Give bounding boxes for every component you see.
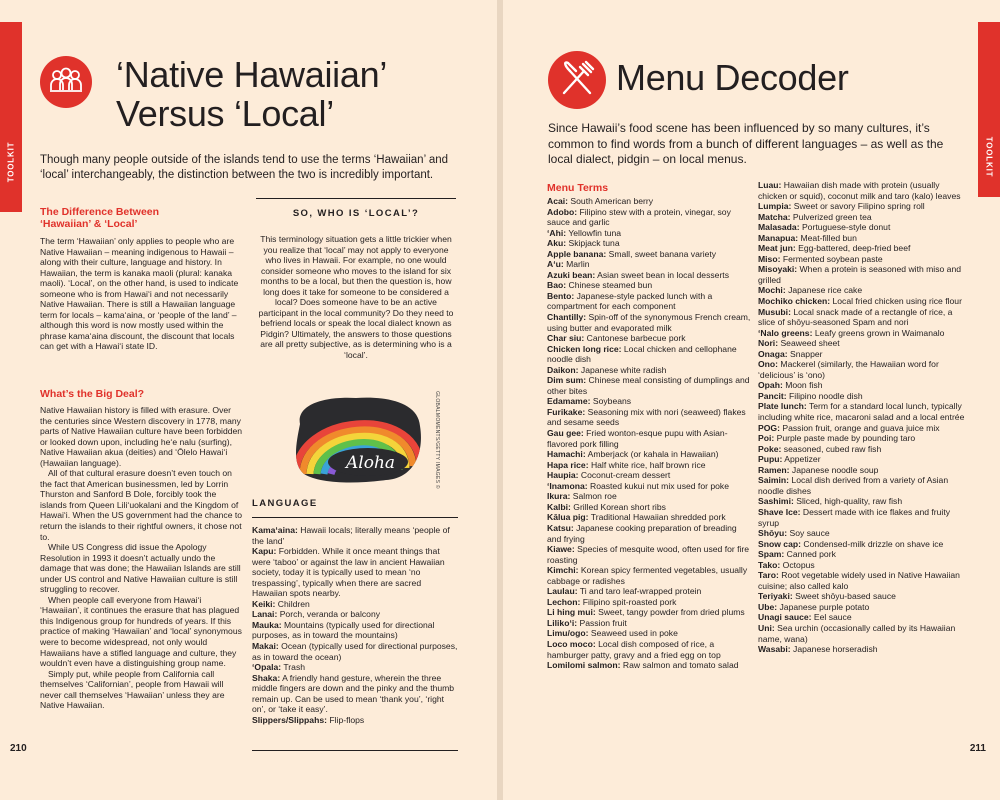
glossary-entry bbox=[547, 365, 752, 376]
glossary-entry bbox=[547, 586, 752, 597]
glossary-entry bbox=[547, 344, 752, 365]
glossary-term: Mochiko chicken: bbox=[758, 296, 831, 307]
big-deal-paragraph: Native Hawaiian history is filled with erasure. Over the centuries since Western discovery in 1778, many parts of Native Hawaiian culture have been forbidden or looked down upon, including he‘e nalu (surfing), Native Hawaiian akua (deities) and ‘Ōlelo Hawai‘i (Hawaiian language). bbox=[40, 405, 243, 468]
glossary-term: Meat jun: bbox=[758, 243, 796, 254]
glossary-entry bbox=[758, 338, 968, 349]
glossary-definition: Small, sweet banana variety bbox=[606, 248, 717, 259]
glossary-entry bbox=[758, 222, 968, 233]
big-deal-paragraph: Simply put, while people from California call themselves ‘Californian’, people from Hawaii will never call themselves ‘Hawaiian’ unless they are Native Hawaiian. bbox=[40, 668, 225, 711]
glossary-entry bbox=[547, 207, 752, 228]
glossary-term: Edamame: bbox=[547, 396, 591, 407]
glossary-definition: Filipino spit-roasted pork bbox=[580, 596, 677, 607]
glossary-definition: Snapper bbox=[787, 348, 823, 359]
glossary-term: Shaka: bbox=[252, 672, 281, 683]
language-divider bbox=[252, 517, 458, 518]
glossary-entry bbox=[547, 470, 752, 481]
glossary-definition: Filipino noodle dish bbox=[786, 390, 863, 401]
glossary-definition: Yellowfin tuna bbox=[566, 227, 622, 238]
glossary-entry bbox=[758, 212, 968, 223]
glossary-entry bbox=[252, 662, 458, 673]
glossary-term: Kiawe: bbox=[547, 544, 575, 555]
glossary-definition: Sweet or savory Filipino spring roll bbox=[791, 201, 925, 212]
glossary-term: Misoyaki: bbox=[758, 264, 798, 275]
glossary-definition: Eel sauce bbox=[811, 612, 852, 623]
glossary-definition: Mountains (typically used for directional purposes, as in toward the mountains) bbox=[252, 619, 435, 641]
menu-column-2 bbox=[758, 180, 968, 655]
page-number-left: 210 bbox=[10, 743, 27, 754]
glossary-definition: Local chicken and cellophane noodle dish bbox=[547, 343, 737, 365]
glossary-entry bbox=[758, 380, 968, 391]
glossary-term: Pupu: bbox=[758, 454, 783, 465]
glossary-definition: Meat-filled bun bbox=[798, 232, 857, 243]
glossary-entry bbox=[547, 618, 752, 629]
glossary-entry bbox=[252, 525, 458, 546]
glossary-definition: Hawaii locals; literally means ‘people of the land’ bbox=[252, 525, 450, 546]
glossary-term: Slippers/Slippahs: bbox=[252, 714, 327, 725]
glossary-term: Kapu: bbox=[252, 546, 277, 557]
glossary-entry bbox=[547, 270, 752, 281]
glossary-term: Wasabi: bbox=[758, 644, 791, 655]
glossary-term: Matcha: bbox=[758, 211, 791, 222]
glossary-term: Liliko‘i: bbox=[547, 617, 578, 628]
glossary-entry bbox=[547, 565, 752, 586]
glossary-term: Ikura: bbox=[547, 491, 571, 502]
glossary-term: Plate lunch: bbox=[758, 401, 807, 412]
glossary-definition: Sweet, tangy powder from dried plums bbox=[595, 607, 745, 618]
glossary-definition: Japanese-style packed lunch with a compartment for each component bbox=[547, 290, 713, 312]
toolkit-tab-right bbox=[978, 22, 1000, 197]
glossary-entry bbox=[547, 607, 752, 618]
aloha-rock-photo bbox=[286, 394, 430, 486]
glossary-entry bbox=[547, 428, 752, 449]
glossary-entry bbox=[547, 639, 752, 660]
glossary-entry bbox=[758, 475, 968, 496]
glossary-entry bbox=[547, 375, 752, 396]
glossary-definition: Japanese horseradish bbox=[790, 644, 878, 655]
glossary-entry bbox=[547, 512, 752, 523]
glossary-term: Bao: bbox=[547, 280, 567, 291]
glossary-term: Poi: bbox=[758, 433, 775, 444]
glossary-entry bbox=[758, 328, 968, 339]
glossary-definition: Roasted kukui nut mix used for poke bbox=[587, 480, 729, 491]
glossary-term: Daikon: bbox=[547, 364, 579, 375]
glossary-entry bbox=[758, 401, 968, 422]
who-is-local-sidebar bbox=[256, 198, 456, 378]
glossary-entry bbox=[758, 264, 968, 285]
glossary-entry bbox=[547, 249, 752, 260]
big-deal-paragraph: All of that cultural erasure doesn’t even touch on the fact that American businessmen, led by Lorrin Thurston and Sanford B Dole, forcibly took the islands from Queen Lili‘uokalani and the Kingdom of Hawai‘i. When the US government had the chance to return the islands to their rightful owners, it chose not to. bbox=[40, 468, 243, 542]
glossary-entry bbox=[758, 254, 968, 265]
glossary-entry bbox=[547, 449, 752, 460]
glossary-term: Makai: bbox=[252, 641, 279, 652]
glossary-entry bbox=[758, 243, 968, 254]
glossary-definition: Local dish derived from a variety of Asian noodle dishes bbox=[758, 475, 949, 496]
glossary-definition: Seaweed sheet bbox=[778, 338, 840, 349]
glossary-entry bbox=[547, 628, 752, 639]
glossary-definition: Raw salmon and tomato salad bbox=[620, 660, 739, 671]
glossary-entry bbox=[547, 228, 752, 239]
glossary-term: Hapa rice: bbox=[547, 459, 589, 470]
glossary-definition: Seasoning mix with nori (seaweed) flakes and sesame seeds bbox=[547, 406, 746, 428]
glossary-definition: Appetizer bbox=[782, 454, 821, 465]
glossary-term: ‘Ahi: bbox=[547, 227, 567, 238]
glossary-definition: Chinese steamed bun bbox=[566, 280, 653, 291]
glossary-term: Malasada: bbox=[758, 222, 800, 233]
glossary-term: Hamachi: bbox=[547, 449, 586, 460]
glossary-term: Lumpia: bbox=[758, 201, 792, 212]
glossary-term: Haupia: bbox=[547, 470, 579, 481]
glossary-entry bbox=[758, 465, 968, 476]
glossary-definition: Skipjack tuna bbox=[566, 238, 620, 249]
glossary-entry bbox=[758, 180, 968, 201]
page-number-right: 211 bbox=[969, 743, 986, 754]
glossary-term: Furikake: bbox=[547, 406, 586, 417]
glossary-definition: Japanese cooking preparation of breading and frying bbox=[547, 522, 737, 544]
glossary-term: Mauka: bbox=[252, 619, 282, 630]
glossary-term: Spam: bbox=[758, 549, 785, 560]
glossary-entry bbox=[547, 660, 752, 671]
glossary-term: Manapua: bbox=[758, 232, 799, 243]
glossary-term: Ube: bbox=[758, 601, 778, 612]
glossary-entry bbox=[758, 549, 968, 560]
glossary-definition: Mackerel (similarly, the Hawaiian word for ‘delicious’ is ‘ono) bbox=[758, 359, 939, 380]
glossary-entry bbox=[758, 349, 968, 360]
glossary-term: POG: bbox=[758, 422, 780, 433]
glossary-entry bbox=[252, 715, 458, 726]
glossary-definition: Chinese meal consisting of dumplings and other bites bbox=[547, 375, 750, 396]
glossary-definition: Porch, veranda or balcony bbox=[277, 609, 381, 620]
glossary-entry bbox=[758, 233, 968, 244]
glossary-term: Lomilomi salmon: bbox=[547, 660, 621, 671]
glossary-entry bbox=[547, 312, 752, 333]
glossary-entry bbox=[547, 238, 752, 249]
page-title-right: Menu Decoder bbox=[616, 57, 849, 98]
glossary-definition: Root vegetable widely used in Native Hawaiian cuisine; also called kalo bbox=[758, 570, 960, 591]
glossary-entry bbox=[758, 602, 968, 613]
glossary-definition: Soy sauce bbox=[787, 528, 830, 539]
glossary-entry bbox=[547, 333, 752, 344]
glossary-definition: Fermented soybean paste bbox=[780, 253, 883, 264]
glossary-term: Pancit: bbox=[758, 390, 787, 401]
glossary-term: ‘Opala: bbox=[252, 662, 282, 673]
glossary-definition: Japanese white radish bbox=[578, 364, 667, 375]
glossary-definition: seasoned, cubed raw fish bbox=[781, 443, 882, 454]
glossary-definition: Flip-flops bbox=[326, 714, 365, 725]
photo-credit: GLOBALMOMENTS/GETTY IMAGES © bbox=[434, 391, 440, 489]
glossary-term: ‘Inamona: bbox=[547, 480, 588, 491]
glossary-entry bbox=[758, 623, 968, 644]
glossary-definition: Sea urchin (occasionally called by its Hawaiian name, wana) bbox=[758, 622, 956, 644]
glossary-definition: Hawaiian dish made with protein (usually chicken or squid), coconut milk and taro (kalo) leaves bbox=[758, 180, 961, 201]
toolkit-tab-label: TOOLKIT bbox=[6, 141, 16, 183]
big-deal-paragraph: While US Congress did issue the Apology Resolution in 1993 it doesn’t actually undo the damage that was done; the Hawaiian Islands are still under US control and Native Hawaiian culture is still struggling to recover. bbox=[40, 542, 241, 595]
glossary-term: Bento: bbox=[547, 290, 575, 301]
language-list bbox=[252, 525, 458, 725]
sidebar-title: SO, WHO IS ‘LOCAL’? bbox=[292, 208, 420, 219]
difference-body: The term ‘Hawaiian’ only applies to people who are Native Hawaiian – meaning indigenous to Hawaii – along with their culture, language and history. In Hawaiian, the term is kanaka maoli (plural: kanaka maoli). ‘Local’, on the other hand, is used to indicate someone who is from Hawai‘i and not necessarily Native Hawaiian. There is still a Hawaiian language term for locals – kama‘aina, or ‘people of the land’ – although this word is now mostly used within the phrase kama‘aina discount, the discount that locals can get with a Hawai‘i state ID. bbox=[40, 236, 239, 352]
glossary-term: Uni: bbox=[758, 622, 775, 633]
glossary-term: Teriyaki: bbox=[758, 591, 793, 602]
glossary-entry bbox=[758, 496, 968, 507]
glossary-entry bbox=[252, 641, 458, 662]
glossary-term: Shōyu: bbox=[758, 528, 788, 539]
glossary-entry bbox=[758, 201, 968, 212]
glossary-definition: Portuguese-style donut bbox=[799, 222, 891, 233]
glossary-definition: Passion fruit, orange and guava juice mix bbox=[779, 422, 940, 433]
glossary-term: Aku: bbox=[547, 238, 567, 249]
glossary-term: Loco moco: bbox=[547, 638, 596, 649]
glossary-term: Ramen: bbox=[758, 464, 790, 475]
language-title: LANGUAGE bbox=[252, 498, 318, 509]
glossary-term: Li hing mui: bbox=[547, 607, 596, 618]
glossary-definition: Local dish composed of rice, a hamburger patty, gravy and a fried egg on top bbox=[547, 638, 721, 660]
glossary-entry bbox=[758, 359, 968, 380]
big-deal-body bbox=[40, 405, 245, 711]
glossary-entry bbox=[758, 296, 968, 307]
glossary-definition: Leafy greens grown in Waimanalo bbox=[812, 327, 945, 338]
glossary-entry bbox=[758, 454, 968, 465]
glossary-definition: Half white rice, half brown rice bbox=[588, 459, 706, 470]
glossary-term: Chicken long rice: bbox=[547, 343, 622, 354]
menu-column-1 bbox=[547, 196, 752, 671]
glossary-definition: Filipino stew with a protein, vinegar, soy sauce and garlic bbox=[547, 206, 731, 228]
glossary-entry bbox=[758, 644, 968, 655]
glossary-definition: Species of mesquite wood, often used for fire roasting bbox=[547, 544, 750, 565]
page-title-left: ‘Native Hawaiian’ Versus ‘Local’ bbox=[116, 54, 386, 134]
glossary-definition: Fried wonton-esque pupu with Asian-flavored pork filling bbox=[547, 428, 728, 449]
glossary-definition: Japanese rice cake bbox=[785, 285, 863, 296]
glossary-term: Miso: bbox=[758, 253, 781, 264]
glossary-term: Unagi sauce: bbox=[758, 612, 812, 623]
rock-lettering: Aloha bbox=[346, 453, 396, 473]
glossary-entry bbox=[758, 423, 968, 434]
glossary-entry bbox=[252, 546, 458, 599]
glossary-term: Opah: bbox=[758, 380, 783, 391]
glossary-entry bbox=[758, 528, 968, 539]
glossary-entry bbox=[252, 599, 458, 610]
glossary-term: Taro: bbox=[758, 570, 779, 581]
glossary-definition: When a protein is seasoned with miso and grilled bbox=[758, 264, 962, 285]
glossary-term: Gau gee: bbox=[547, 428, 584, 439]
glossary-entry bbox=[547, 502, 752, 513]
glossary-term: Adobo: bbox=[547, 206, 578, 217]
glossary-definition: Sweet shōyu-based sauce bbox=[792, 591, 896, 602]
glossary-term: Katsu: bbox=[547, 522, 574, 533]
glossary-entry bbox=[758, 307, 968, 328]
glossary-term: Chantilly: bbox=[547, 312, 587, 323]
language-bottom-rule bbox=[252, 750, 458, 751]
left-intro: Though many people outside of the islands tend to use the terms ‘Hawaiian’ and ‘local’ interchangeably, the distinction between the two is incredibly important. bbox=[40, 154, 449, 181]
glossary-entry bbox=[547, 481, 752, 492]
glossary-definition: Seaweed used in poke bbox=[588, 628, 678, 639]
glossary-entry bbox=[547, 291, 752, 312]
glossary-term: Tako: bbox=[758, 559, 781, 570]
glossary-term: Char siu: bbox=[547, 333, 585, 344]
glossary-entry bbox=[547, 407, 752, 428]
glossary-definition: Purple paste made by pounding taro bbox=[774, 433, 916, 444]
glossary-term: Lanai: bbox=[252, 609, 278, 620]
glossary-definition: Local fried chicken using rice flour bbox=[830, 296, 962, 307]
glossary-entry bbox=[252, 673, 458, 715]
glossary-entry bbox=[547, 491, 752, 502]
glossary-term: Mochi: bbox=[758, 285, 786, 296]
glossary-term: Keiki: bbox=[252, 598, 276, 609]
glossary-definition: Pulverized green tea bbox=[790, 211, 872, 222]
menu-terms-heading: Menu Terms bbox=[547, 182, 609, 194]
glossary-term: A‘u: bbox=[547, 259, 564, 270]
glossary-term: Luau: bbox=[758, 180, 782, 190]
glossary-definition: Cantonese barbecue pork bbox=[584, 333, 686, 344]
glossary-definition: Soybeans bbox=[590, 396, 632, 407]
glossary-term: Sashimi: bbox=[758, 496, 794, 507]
glossary-entry bbox=[547, 523, 752, 544]
glossary-term: Kalbi: bbox=[547, 501, 571, 512]
glossary-entry bbox=[758, 570, 968, 591]
glossary-entry bbox=[547, 196, 752, 207]
left-page bbox=[0, 0, 497, 800]
glossary-definition: Japanese noodle soup bbox=[789, 464, 879, 475]
glossary-definition: Grilled Korean short ribs bbox=[570, 501, 666, 512]
fork-knife-icon bbox=[548, 51, 606, 109]
glossary-term: ‘Nalo greens: bbox=[758, 327, 813, 338]
glossary-term: Dim sum: bbox=[547, 375, 587, 386]
glossary-entry bbox=[758, 444, 968, 455]
glossary-definition: Ti and taro leaf-wrapped protein bbox=[577, 586, 702, 597]
glossary-definition: Moon fish bbox=[782, 380, 823, 391]
glossary-term: Laulau: bbox=[547, 586, 578, 597]
glossary-entry bbox=[547, 259, 752, 270]
glossary-definition: Canned pork bbox=[784, 549, 836, 560]
glossary-entry bbox=[547, 544, 752, 565]
glossary-definition: Spin-off of the synonymous French cream, using butter and evaporated milk bbox=[547, 312, 751, 333]
toolkit-tab-left bbox=[0, 22, 22, 212]
glossary-term: Nori: bbox=[758, 338, 779, 349]
glossary-entry bbox=[547, 460, 752, 471]
glossary-term: Ono: bbox=[758, 359, 779, 370]
glossary-entry bbox=[758, 612, 968, 623]
glossary-definition: Japanese purple potato bbox=[777, 601, 870, 612]
glossary-term: Saimin: bbox=[758, 475, 790, 486]
big-deal-paragraph: When people call everyone from Hawai‘i ‘Hawaiian’, it continues the erasure that has plagued this Indigenous group for hundreds of years. If this practice of making ‘Hawaiian’ and ‘local’ synonymous were to become widespread, not only would Hawaiians have a stifled language and culture, they wouldn’t even have a distinguishing group name. bbox=[40, 594, 242, 669]
glossary-term: Kimchi: bbox=[547, 565, 579, 576]
glossary-term: Snow cap: bbox=[758, 538, 801, 549]
glossary-term: Azuki bean: bbox=[547, 269, 596, 280]
sidebar-body: This terminology situation gets a little trickier when you realize that ‘local’ may not apply to everyone who lives in Hawaii. For example, no one would consider someone who moves to the island for six months to be a local, but then the question is, how long does it take for someone to be considered a local? Does someone have to be an active participant in the local community? Do they need to befriend locals or speak the local dialect known as Pidgin? Ultimately, the answers to those questions are all pretty subjective, as is determining who is a ‘local’. bbox=[258, 234, 454, 361]
glossary-term: Musubi: bbox=[758, 306, 791, 317]
glossary-definition: Octopus bbox=[780, 559, 815, 570]
glossary-definition: Sliced, high-quality, raw fish bbox=[793, 496, 903, 507]
glossary-entry bbox=[758, 391, 968, 402]
glossary-term: Onaga: bbox=[758, 348, 788, 359]
difference-heading: The Difference Between ‘Hawaiian’ & ‘Local’ bbox=[40, 206, 160, 230]
glossary-entry bbox=[547, 280, 752, 291]
glossary-definition: Trash bbox=[281, 662, 306, 673]
right-page bbox=[503, 0, 1000, 800]
glossary-definition: Egg-battered, deep-fried beef bbox=[795, 243, 911, 254]
glossary-entry bbox=[758, 285, 968, 296]
glossary-definition: A friendly hand gesture, wherein the three middle fingers are down and the pinky and the thumb remain up. Can be used to mean ‘thank you’, ‘right on’, or ‘take it easy’. bbox=[252, 672, 455, 715]
glossary-term: Shave Ice: bbox=[758, 506, 801, 517]
glossary-definition: Korean spicy fermented vegetables, usually cabbage or radishes bbox=[547, 565, 748, 586]
big-deal-heading: What’s the Big Deal? bbox=[40, 388, 145, 400]
glossary-entry bbox=[758, 591, 968, 602]
glossary-entry bbox=[547, 597, 752, 608]
toolkit-tab-label: TOOLKIT bbox=[984, 136, 994, 178]
glossary-term: Apple banana: bbox=[547, 248, 607, 259]
glossary-definition: Traditional Hawaiian shredded pork bbox=[588, 512, 726, 523]
glossary-definition: Marlin bbox=[563, 259, 590, 270]
glossary-definition: Term for a standard local lunch, typically including white rice, macaroni salad and a local entrée bbox=[758, 401, 965, 423]
people-group-icon bbox=[40, 56, 92, 108]
glossary-definition: Forbidden. While it once meant things that were ‘taboo’ or against the law in ancient Hawaiian society, today it is typically used to mean ‘no trespassing’, typically when there are sacred Hawaiian spots nearby. bbox=[252, 546, 445, 599]
glossary-term: Kama‘aina: bbox=[252, 525, 298, 535]
glossary-definition: Children bbox=[275, 598, 310, 609]
glossary-term: Limu/ogo: bbox=[547, 628, 589, 639]
glossary-entry bbox=[547, 396, 752, 407]
glossary-entry bbox=[758, 539, 968, 550]
glossary-term: Kālua pig: bbox=[547, 512, 589, 523]
glossary-definition: Coconut-cream dessert bbox=[578, 470, 671, 481]
glossary-definition: Local snack made of a rectangle of rice, a slice of shōyu-seasoned Spam and nori bbox=[758, 306, 953, 328]
glossary-definition: Passion fruit bbox=[577, 617, 627, 628]
glossary-entry bbox=[252, 609, 458, 620]
glossary-entry bbox=[758, 433, 968, 444]
glossary-term: Acai: bbox=[547, 196, 569, 206]
glossary-entry bbox=[758, 507, 968, 528]
right-intro: Since Hawaii’s food scene has been influenced by so many cultures, it’s common to find words from a bunch of different languages – as well as the local dialect, pidgin – on local menus. bbox=[548, 121, 944, 166]
glossary-definition: South American berry bbox=[568, 196, 654, 206]
glossary-term: Poke: bbox=[758, 443, 782, 454]
glossary-definition: Ocean (typically used for directional purposes, as in toward the ocean) bbox=[252, 641, 458, 662]
glossary-definition: Amberjack (or kahala in Hawaiian) bbox=[585, 449, 719, 460]
glossary-entry bbox=[758, 560, 968, 571]
glossary-definition: Asian sweet bean in local desserts bbox=[595, 269, 729, 280]
glossary-entry bbox=[252, 620, 458, 641]
glossary-definition: Salmon roe bbox=[570, 491, 617, 502]
glossary-term: Lechon: bbox=[547, 596, 581, 607]
glossary-definition: Dessert made with ice flakes and fruity syrup bbox=[758, 506, 951, 528]
glossary-definition: Condensed-milk drizzle on shave ice bbox=[800, 538, 944, 549]
